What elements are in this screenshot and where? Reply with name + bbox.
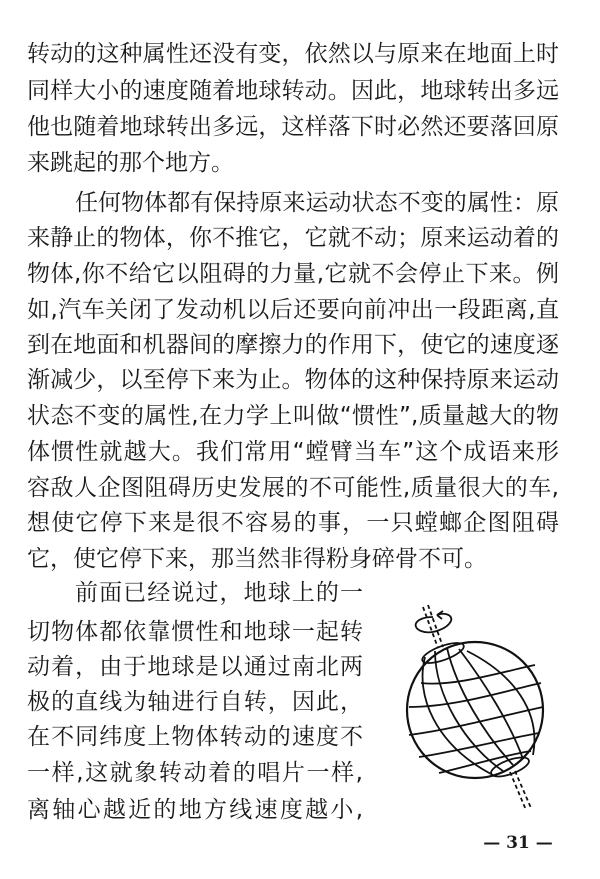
text-line: 离轴心越近的地方线速度越小, — [27, 797, 363, 823]
text-line: 转动的这种属性还没有变，依然以与原来在地面上时 — [27, 41, 559, 67]
paragraph-start-line: 任何物体都有保持原来运动状态不变的属性：原 — [75, 190, 559, 216]
text-line: 如,汽车关闭了发动机以后还要向前冲出一段距离,直 — [27, 297, 559, 323]
paragraph-start-line: 前面已经说过，地球上的一 — [75, 580, 363, 606]
text-line: 动着，由于地球是以通过南北两 — [27, 654, 363, 680]
text-line: 容敌人企图阻碍历史发展的不可能性,质量很大的车, — [27, 475, 559, 501]
text-line: 一样,这就象转动着的唱片一样, — [27, 760, 363, 786]
text-line: 状态不变的属性,在力学上叫做“惯性”,质量越大的物 — [27, 403, 559, 429]
text-line: 同样大小的速度随着地球转动。因此，地球转出多远 — [27, 78, 559, 104]
text-line: 它，使它停下来，那当然非得粉身碎骨不可。 — [27, 546, 487, 572]
text-line: 想使它停下来是很不容易的事，一只螳螂企图阻碍 — [27, 510, 559, 536]
text-line: 体惯性就越大。我们常用“螳臂当车”这个成语来形 — [27, 439, 559, 465]
text-line: 极的直线为轴进行自转，因此， — [27, 689, 363, 715]
text-line: 到在地面和机器间的摩擦力的作用下，使它的速度逐 — [27, 332, 559, 358]
page-number: — 31 — — [483, 833, 553, 853]
text-line: 渐减少，以至停下来为止。物体的这种保持原来运动 — [27, 367, 559, 393]
rotating-globe-icon — [395, 595, 555, 810]
text-line: 切物体都依靠惯性和地球一起转 — [27, 619, 363, 645]
text-line: 物体,你不给它以阻碍的力量,它就不会停止下来。例 — [27, 261, 559, 287]
text-line: 来静止的物体，你不推它，它就不动；原来运动着的 — [27, 225, 559, 251]
text-line: 来跳起的那个地方。 — [27, 150, 234, 176]
text-line: 在不同纬度上物体转动的速度不 — [27, 724, 363, 750]
text-line: 他也随着地球转出多远，这样落下时必然还要落回原 — [27, 114, 559, 140]
